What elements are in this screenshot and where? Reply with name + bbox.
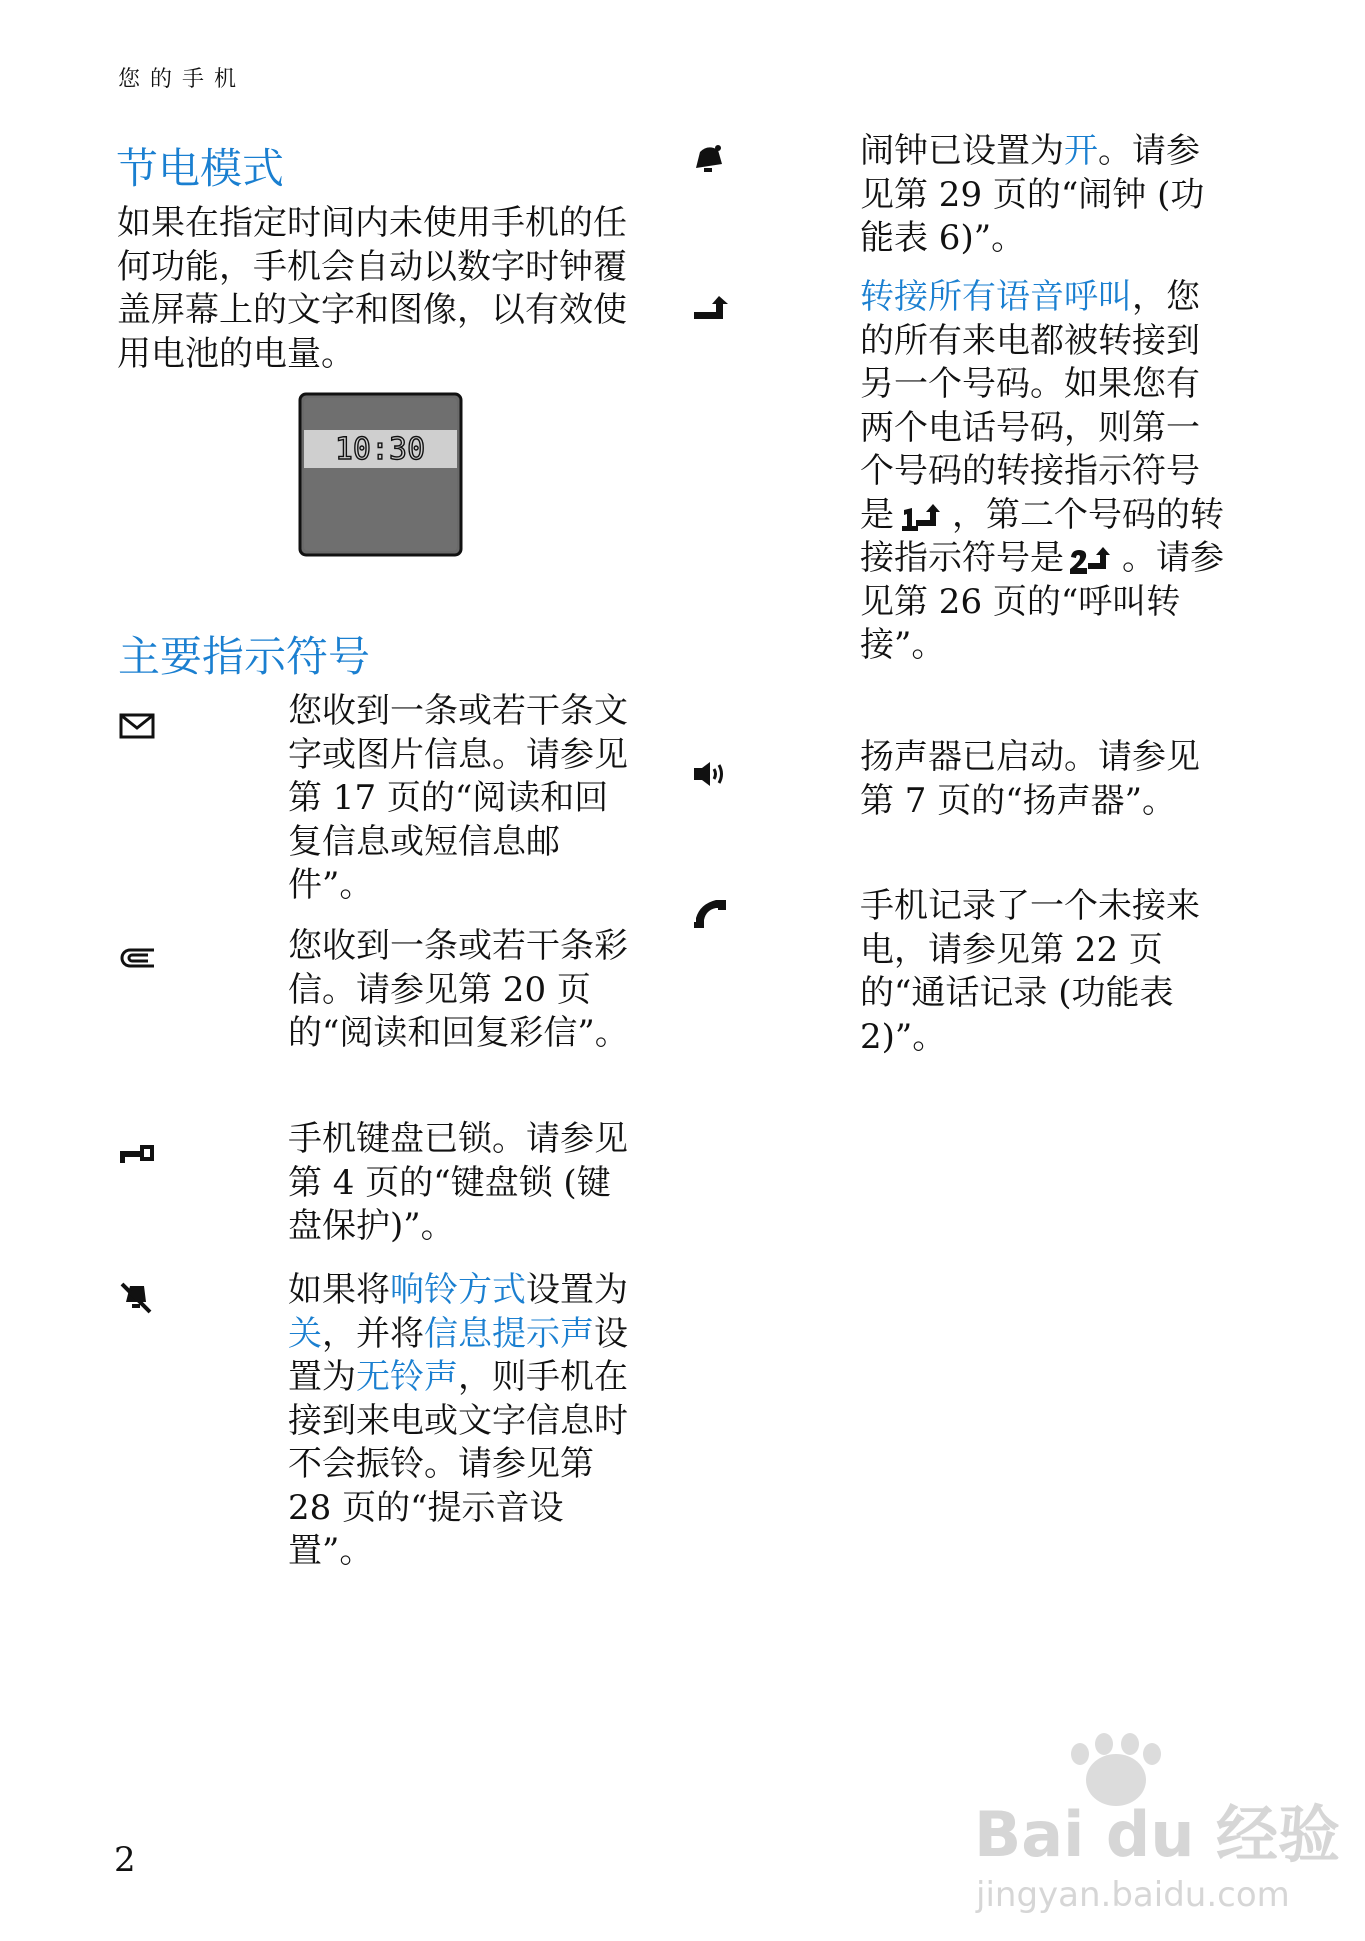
envelope-icon [118,710,158,742]
alarm-icon [688,142,728,174]
divert-line1-icon [898,502,948,532]
key-lock-icon [118,1137,158,1169]
indicator-text-keylock: 手机键盘已锁。请参见第 4 页的“键盘锁 (键盘保护)”。 [288,1119,628,1246]
section-title-power-saving: 节电模式 [116,144,285,193]
link-message-alert-tone[interactable]: 信息提示声 [424,1313,594,1354]
indicator-text-mms: 您收到一条或若干条彩信。请参见第 20 页的“阅读和回复彩信”。 [288,926,629,1053]
svg-text:Bai du 经验: Bai du 经验 [974,1798,1341,1871]
indicator-text-alarm: 闹钟已设置为开。请参见第 29 页的“闹钟 (功能表 6)”。 [860,131,1205,258]
divert-line2-icon [1068,545,1118,575]
link-divert-all-voice-calls[interactable]: 转接所有语音呼叫 [860,277,1132,317]
indicator-text-message: 您收到一条或若干条文字或图片信息。请参见第 17 页的“阅读和回复信息或短信息邮件”。 [288,691,628,905]
section-title-indicators: 主要指示符号 [118,632,371,681]
indicator-text-silent: 如果将响铃方式设置为关，并将信息提示声设置为无铃声，则手机在接到来电或文字信息时不会振铃。请参见第 28 页的“提示音设置”。 [288,1270,628,1571]
indicator-text-divert: 转接所有语音呼叫，您的所有来电都被转接到另一个号码。如果您有两个电话号码，则第一个号码的转接指示符号是 ，第二个号码的转接指示符号是 。请参见第 26 页的“呼叫转接”。 [860,277,1224,665]
link-off[interactable]: 关 [288,1313,322,1354]
silent-bell-icon [118,1282,158,1314]
clock-digits: 10:30 [334,432,426,467]
baidu-jingyan-watermark [968,1736,1341,1916]
missed-call-icon [692,898,732,930]
mms-icon [118,942,158,974]
link-no-tone[interactable]: 无铃声 [356,1357,458,1397]
indicator-text-missed-call: 手机记录了一个未接来电，请参见第 22 页的“通话记录 (功能表 2)”。 [860,886,1200,1057]
link-on[interactable]: 开 [1064,131,1098,171]
indicator-text-loudspeaker: 扬声器已启动。请参见第 7 页的“扬声器”。 [860,737,1200,821]
svg-text:jingyan.baidu.com: jingyan.baidu.com [976,1875,1290,1915]
call-divert-icon [692,296,732,328]
power-saving-body: 如果在指定时间内未使用手机的任何功能，手机会自动以数字时钟覆盖屏幕上的文字和图像，以有效使用电池的电量。 [117,203,627,374]
page-number: 2 [114,1840,136,1880]
clock-screen-illustration [298,392,463,557]
loudspeaker-icon [692,758,732,790]
running-header: 您的手机 [118,67,247,92]
link-ringing-type[interactable]: 响铃方式 [390,1270,526,1310]
